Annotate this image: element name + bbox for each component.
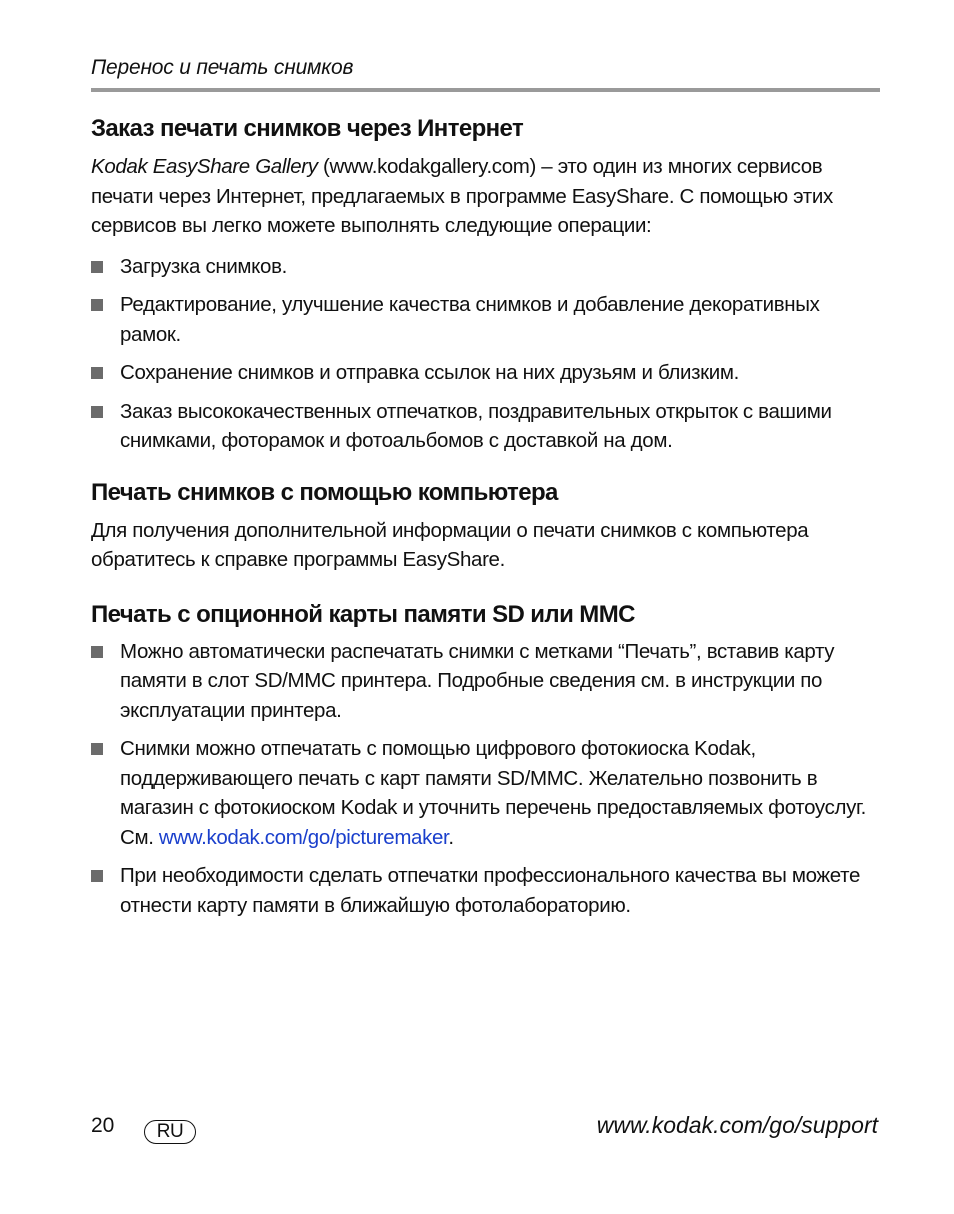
bullet-square-icon (91, 406, 103, 418)
section-paragraph: Для получения дополнительной информации о печати снимков с компьютера обратитесь к справке программы EasyShare. (91, 518, 809, 571)
header-divider (91, 88, 880, 92)
section-online-printing (91, 112, 880, 456)
list-item (91, 252, 880, 282)
bullet-square-icon (91, 646, 103, 658)
product-name: Kodak EasyShare Gallery (91, 155, 318, 178)
section-heading: Печать снимков с помощью компьютера (91, 478, 558, 506)
support-url: www.kodak.com/go/support (596, 1112, 878, 1138)
running-head: Перенос и печать снимков (91, 56, 354, 79)
section-intro (91, 152, 880, 241)
list-item-text: Можно автоматически распечатать снимки с метками “Печать”, вставив карту памяти в слот SD/MMC принтера. Подробные сведения см. в инструкции по эксплуатации принтера. (120, 639, 835, 722)
list-item-text-end: . (448, 825, 454, 849)
list-item (91, 861, 880, 920)
bullet-square-icon (91, 261, 103, 273)
section-card-printing (91, 598, 880, 921)
bullet-list (91, 637, 880, 921)
page-content (91, 112, 880, 920)
bullet-square-icon (91, 870, 103, 882)
section-heading: Заказ печати снимков через Интернет (91, 115, 524, 142)
bullet-square-icon (91, 743, 103, 755)
page-number: 20 (91, 1114, 115, 1137)
list-item (91, 290, 880, 349)
list-item (91, 637, 880, 726)
list-item-text: Сохранение снимков и отправка ссылок на них друзьям и близким. (120, 361, 739, 384)
list-item-text: Снимки можно отпечатать с помощью цифрового фотокиоска Kodak, поддерживающего печать с карт памяти SD/MMC. Желательно позвонить в магазин с фотокиоском Kodak и уточнить перечень предоставляемых фотоуслуг. См. (120, 737, 866, 849)
bullet-square-icon (91, 367, 103, 379)
list-item (91, 397, 880, 456)
list-item (91, 358, 880, 388)
list-item-text: При необходимости сделать отпечатки профессионального качества вы можете отнести карту памяти в ближайшую фотолабораторию. (120, 864, 860, 917)
list-item-text: Загрузка снимков. (120, 254, 287, 278)
section-heading: Печать с опционной карты памяти SD или MMC (91, 600, 635, 628)
list-item-text: Заказ высококачественных отпечатков, поздравительных открыток с вашими снимками, фоторамок и фотоальбомов с доставкой на дом. (120, 399, 832, 452)
picturemaker-link[interactable]: www.kodak.com/go/picturemaker (158, 825, 449, 849)
list-item-text: Редактирование, улучшение качества снимков и добавление декоративных рамок. (120, 293, 820, 346)
list-item (91, 734, 880, 852)
intro-text: (www.kodakgallery.com) – это один из многих сервисов печати через Интернет, предлагаемых в программе EasyShare. С помощью этих сервисов вы легко можете выполнять следующие операции: (91, 155, 833, 237)
bullet-list (91, 252, 880, 456)
language-badge: RU (144, 1120, 196, 1144)
bullet-square-icon (91, 299, 103, 311)
section-computer-printing (91, 476, 880, 575)
